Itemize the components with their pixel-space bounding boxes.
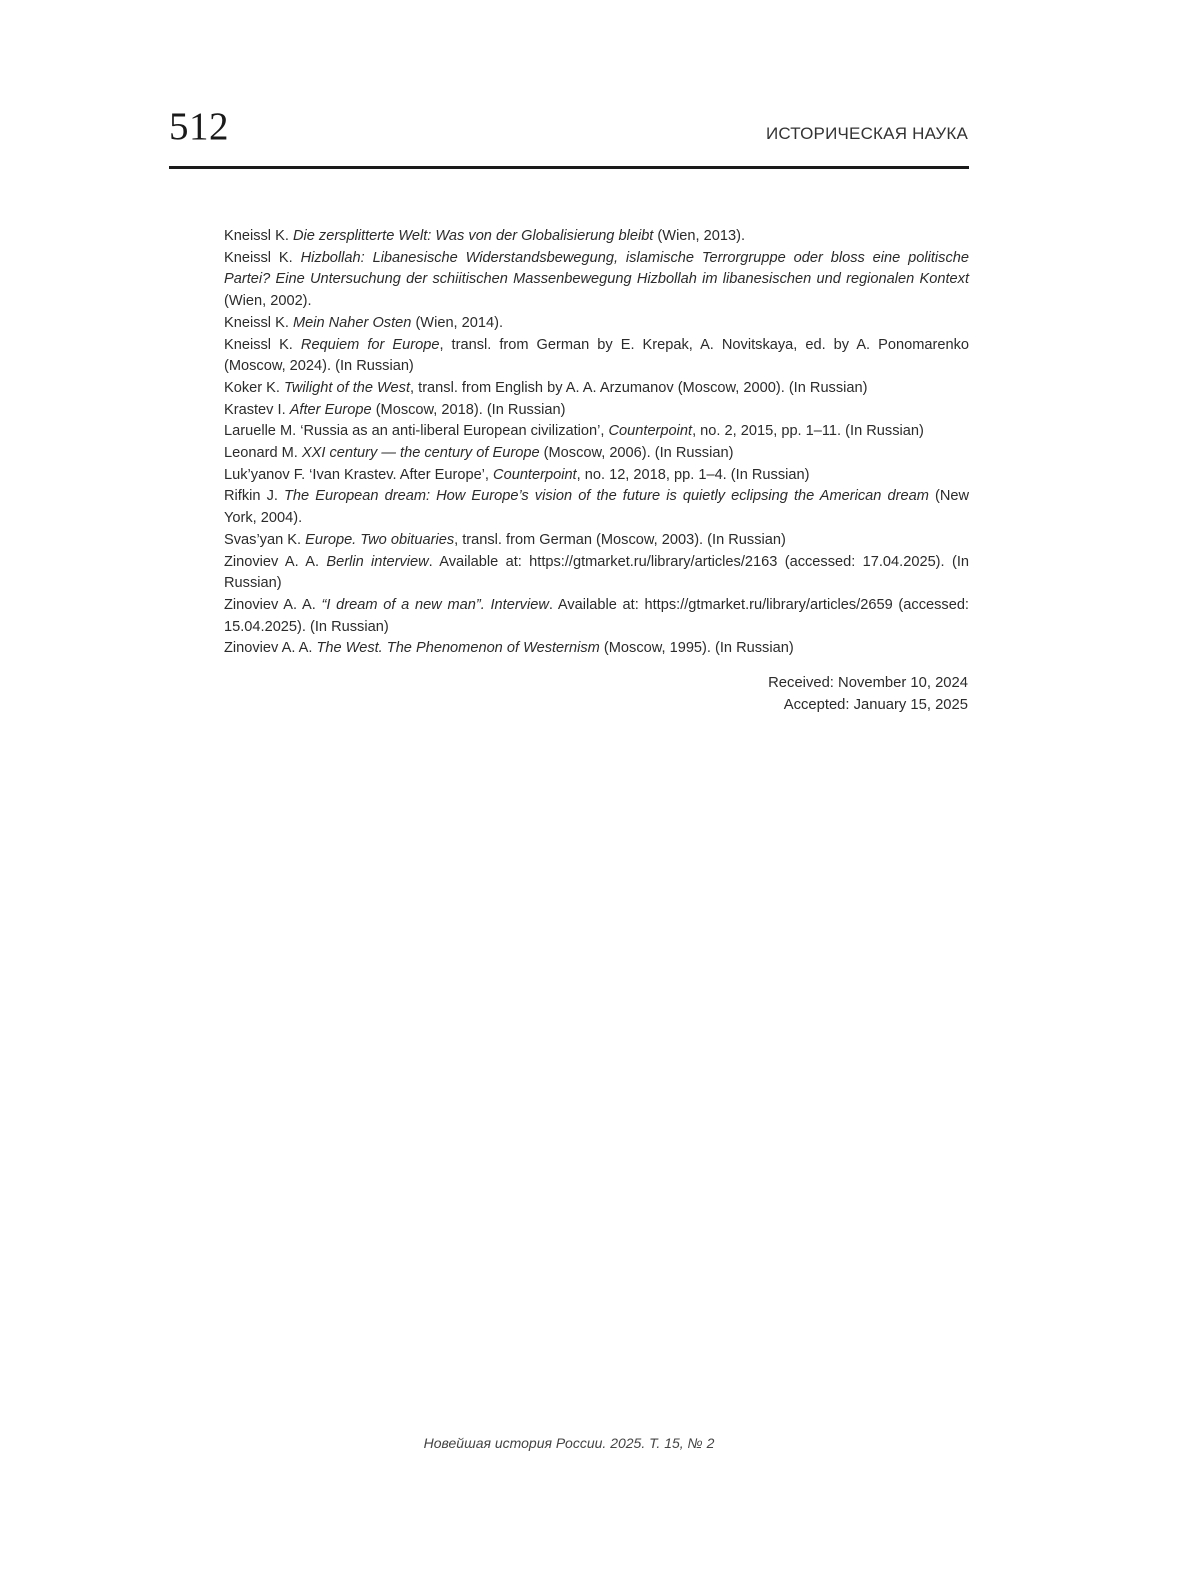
reference-item: [224, 313, 969, 335]
reference-details: , no. 12, 2018, pp. 1–4. (In Russian): [576, 466, 810, 483]
reference-title: Mein Naher Osten: [292, 314, 412, 331]
reference-title: Counterpoint: [493, 466, 577, 483]
reference-author: Luk’yanov F. ‘Ivan Krastev. After Europe’,: [224, 466, 494, 483]
reference-title: After Europe: [289, 401, 372, 418]
reference-item: [224, 465, 969, 487]
reference-item: [224, 486, 969, 529]
reference-details: . Available at: https://gtmarket.ru/library/articles/2659 (accessed: 15.04.2025). (In Russian): [224, 596, 969, 635]
reference-details: . Available at: https://gtmarket.ru/library/articles/2163 (accessed: 17.04.2025). (In Russian): [224, 553, 969, 592]
page-number: 512: [169, 105, 229, 148]
reference-item: [224, 530, 969, 552]
reference-author: Krastev I.: [224, 401, 290, 418]
journal-footer: Новейшая история России. 2025. Т. 15, № 2: [423, 1435, 715, 1451]
reference-details: , transl. from German by E. Krepak, A. Novitskaya, ed. by A. Ponomarenko (Moscow, 2024). (In Russian): [224, 336, 969, 375]
reference-details: (Wien, 2013).: [653, 228, 746, 244]
reference-title: Berlin interview: [326, 553, 429, 570]
reference-item: [224, 335, 969, 378]
reference-author: Zinoviev A. A.: [224, 596, 322, 613]
reference-title: Europe. Two obituaries: [305, 531, 455, 548]
reference-details: , no. 2, 2015, pp. 1–11. (In Russian): [692, 423, 924, 440]
reference-details: , transl. from German (Moscow, 2003). (In Russian): [454, 531, 786, 548]
reference-author: Zinoviev A. A.: [224, 640, 317, 657]
reference-title: Counterpoint: [608, 423, 693, 440]
header-rule: [169, 166, 969, 169]
article-dates: [768, 673, 968, 716]
reference-author: Svas’yan K.: [224, 531, 306, 548]
reference-item: [224, 638, 969, 660]
reference-item: [224, 552, 969, 595]
reference-details: (Moscow, 1995). (In Russian): [599, 640, 794, 657]
reference-author: Kneissl K.: [224, 228, 293, 244]
reference-item: [224, 595, 969, 638]
reference-author: Kneissl K.: [224, 314, 293, 331]
received-date: Received: November 10, 2024: [768, 675, 968, 691]
reference-author: Laruelle M. ‘Russia as an anti-liberal European civilization’,: [224, 423, 609, 440]
reference-author: Koker K.: [224, 379, 285, 396]
reference-title: Die zersplitterte Welt: Was von der Globalisierung bleibt: [292, 228, 654, 244]
reference-title: Requiem for Europe: [300, 336, 440, 353]
reference-title: The West. The Phenomenon of Westernism: [316, 640, 600, 657]
accepted-date: Accepted: January 15, 2025: [783, 696, 968, 713]
reference-details: (Wien, 2002).: [224, 293, 312, 310]
reference-author: Zinoviev A. A.: [224, 553, 327, 570]
reference-author: Rifkin J.: [224, 488, 285, 505]
reference-list: [224, 226, 969, 660]
reference-item: [224, 421, 969, 443]
reference-title: “I dream of a new man”. Interview: [321, 596, 549, 613]
reference-item: [224, 443, 969, 465]
reference-details: (Moscow, 2018). (In Russian): [371, 401, 566, 418]
reference-item: [224, 248, 969, 313]
reference-details: (Wien, 2014).: [411, 314, 504, 331]
reference-details: (New York, 2004).: [224, 488, 970, 527]
reference-details: (Moscow, 2006). (In Russian): [539, 445, 734, 462]
reference-author: Leonard M.: [224, 445, 302, 462]
reference-item: [224, 400, 969, 422]
reference-title: Twilight of the West: [284, 379, 411, 396]
reference-author: Kneissl K.: [224, 336, 301, 353]
section-title: ИСТОРИЧЕСКАЯ НАУКА: [765, 124, 968, 143]
reference-title: Hizbollah: Libanesische Widerstandsbewegung, islamische Terrorgruppe oder bloss eine politische Partei? Eine Untersuchung der schiitischen Massenbewegung Hizbollah im libanesischen und regionalen Kontext: [224, 249, 969, 288]
reference-title: XXI century — the century of Europe: [301, 445, 540, 462]
reference-details: , transl. from English by A. A. Arzumanov (Moscow, 2000). (In Russian): [410, 379, 868, 396]
reference-author: Kneissl K.: [224, 249, 301, 266]
reference-title: The European dream: How Europe’s vision of the future is quietly eclipsing the American dream: [284, 488, 929, 505]
reference-item: [224, 226, 969, 248]
reference-item: [224, 378, 969, 400]
